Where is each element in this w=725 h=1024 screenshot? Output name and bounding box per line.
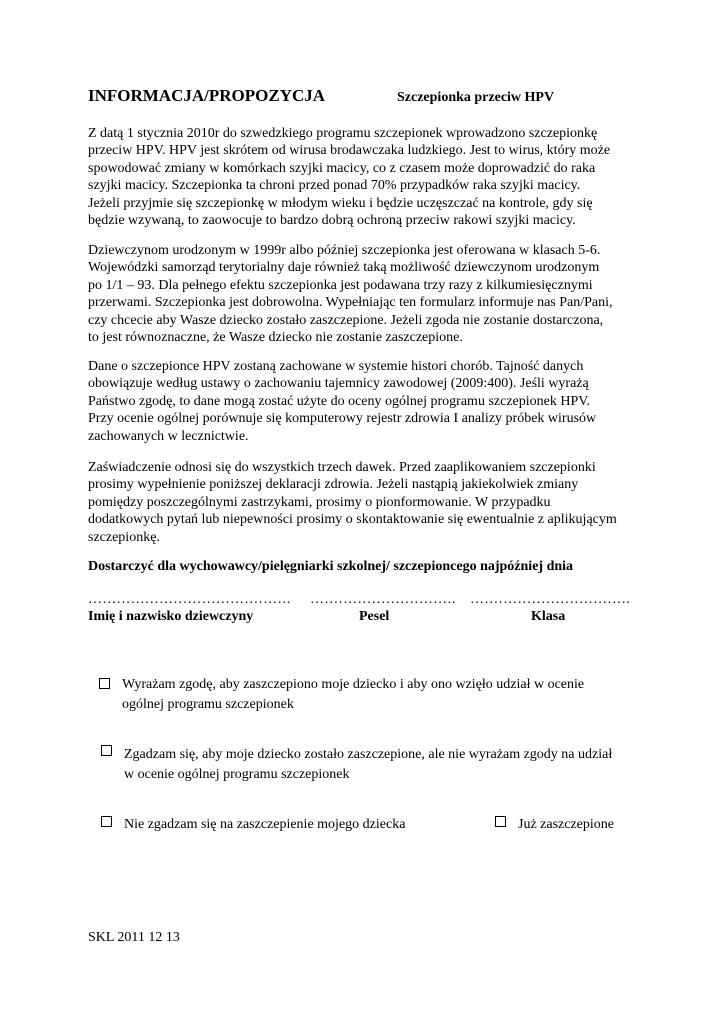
consent-partial-label: Zgadzam się, aby moje dziecko zostało zaszczepione, ale nie wyrażam zgody na udział w ocenie ogólnej programu szczepionek [124, 747, 613, 782]
class-label: Klasa [531, 609, 566, 624]
name-label: Imię i nazwisko dziewczyny [88, 609, 254, 624]
class-field-line[interactable]: ……………………………. [470, 592, 630, 607]
already-vaccinated-label: Już zaszczepione [518, 817, 614, 832]
already-vaccinated-checkbox[interactable] [495, 816, 506, 827]
footer-code: SKL 2011 12 13 [88, 930, 180, 945]
document-title: INFORMACJA/PROPOZYCJA [88, 86, 326, 105]
paragraph-data-privacy: Dane o szczepionce HPV zostaną zachowane w systemie histori chorób. Tajność danych obowiązuje według ustawy o zachowaniu tajemnicy zawodowej (2009:400). Jeśli wyrażą Państwo zgodę, to dane mogą zostać użyte do oceny ogólnej programu szczepionek HPV. Przy ocenie ogólnej porównuje się komputerowy rejestr zdrowia I analizy próbek wirusów zachowanych w lecznictwie. [88, 359, 597, 444]
consent-full-checkbox[interactable] [99, 678, 110, 689]
paragraph-eligibility: Dziewczynom urodzonym w 1999r albo później szczepionka jest oferowana w klasach 5-6. Wojewódzki samorząd terytorialny daje również taką możliwość dziewczynom urodzonym po 1/1 – 93. Dla pełnego efektu szczepionka jest podawana trzy razy z kilkumiesięcznymi przerwami. Szczepionka jest dobrowolna. Wypełniając ten formularz informuje nas Pan/Pani, czy chcecie aby Wasze dziecko zostało zaszczepione. Jeżeli zgoda nie zostanie dostarczona, to jest równoznaczne, że Wasze dziecko nie zostanie zaszczepione. [88, 243, 613, 346]
paragraph-certificate: Zaświadczenie odnosi się do wszystkich trzech dawek. Przed zaaplikowaniem szczepionki prosimy wypełnienie poniższej deklaracji zdrowia. Jeżeli nastąpią jakiekolwiek zmiany pomiędzy poszczególnymi zastrzykami, prosimy o pionformowanie. W przypadku dodatkowych pytań lub niepewności prosimy o skontaktowanie się ewentualnie z aplikującym szczepionkę. [88, 460, 617, 545]
paragraph-intro: Z datą 1 stycznia 2010r do szwedzkiego programu szczepionek wprowadzono szczepionkę przeciw HPV. HPV jest skrótem od wirusa brodawczaka ludzkiego. Jest to wirus, który może spowodować zmiany w komórkach szyjki macicy, co z czasem może doprowadzić do raka szyjki macicy. Szczepionka ta chroni przed ponad 70% przypadków raka szyjki macicy. Jeżeli przyjmie się szczepionkę w młodym wieku i będzie uczęszczać na kontrole, gdy się będzie wzywaną, to zaowocuje to bardzo dobrą ochroną przeciw rakowi szyjki macicy. [88, 126, 611, 229]
name-field-line[interactable]: ……………………………………. [88, 592, 291, 607]
consent-full-label: Wyrażam zgodę, aby zaszczepiono moje dziecko i aby ono wzięło udział w ocenie ogólnej programu szczepionek [122, 677, 585, 712]
delivery-instruction: Dostarczyć dla wychowawcy/pielęgniarki szkolnej/ szczepioncego najpóźniej dnia [88, 559, 574, 574]
no-consent-checkbox[interactable] [101, 816, 112, 827]
consent-partial-checkbox[interactable] [101, 745, 112, 756]
pesel-field-line[interactable]: …………………………. [310, 592, 456, 607]
document-subtitle: Szczepionka przeciw HPV [397, 90, 555, 105]
pesel-label: Pesel [359, 609, 390, 624]
no-consent-label: Nie zgadzam się na zaszczepienie mojego dziecka [124, 817, 406, 832]
